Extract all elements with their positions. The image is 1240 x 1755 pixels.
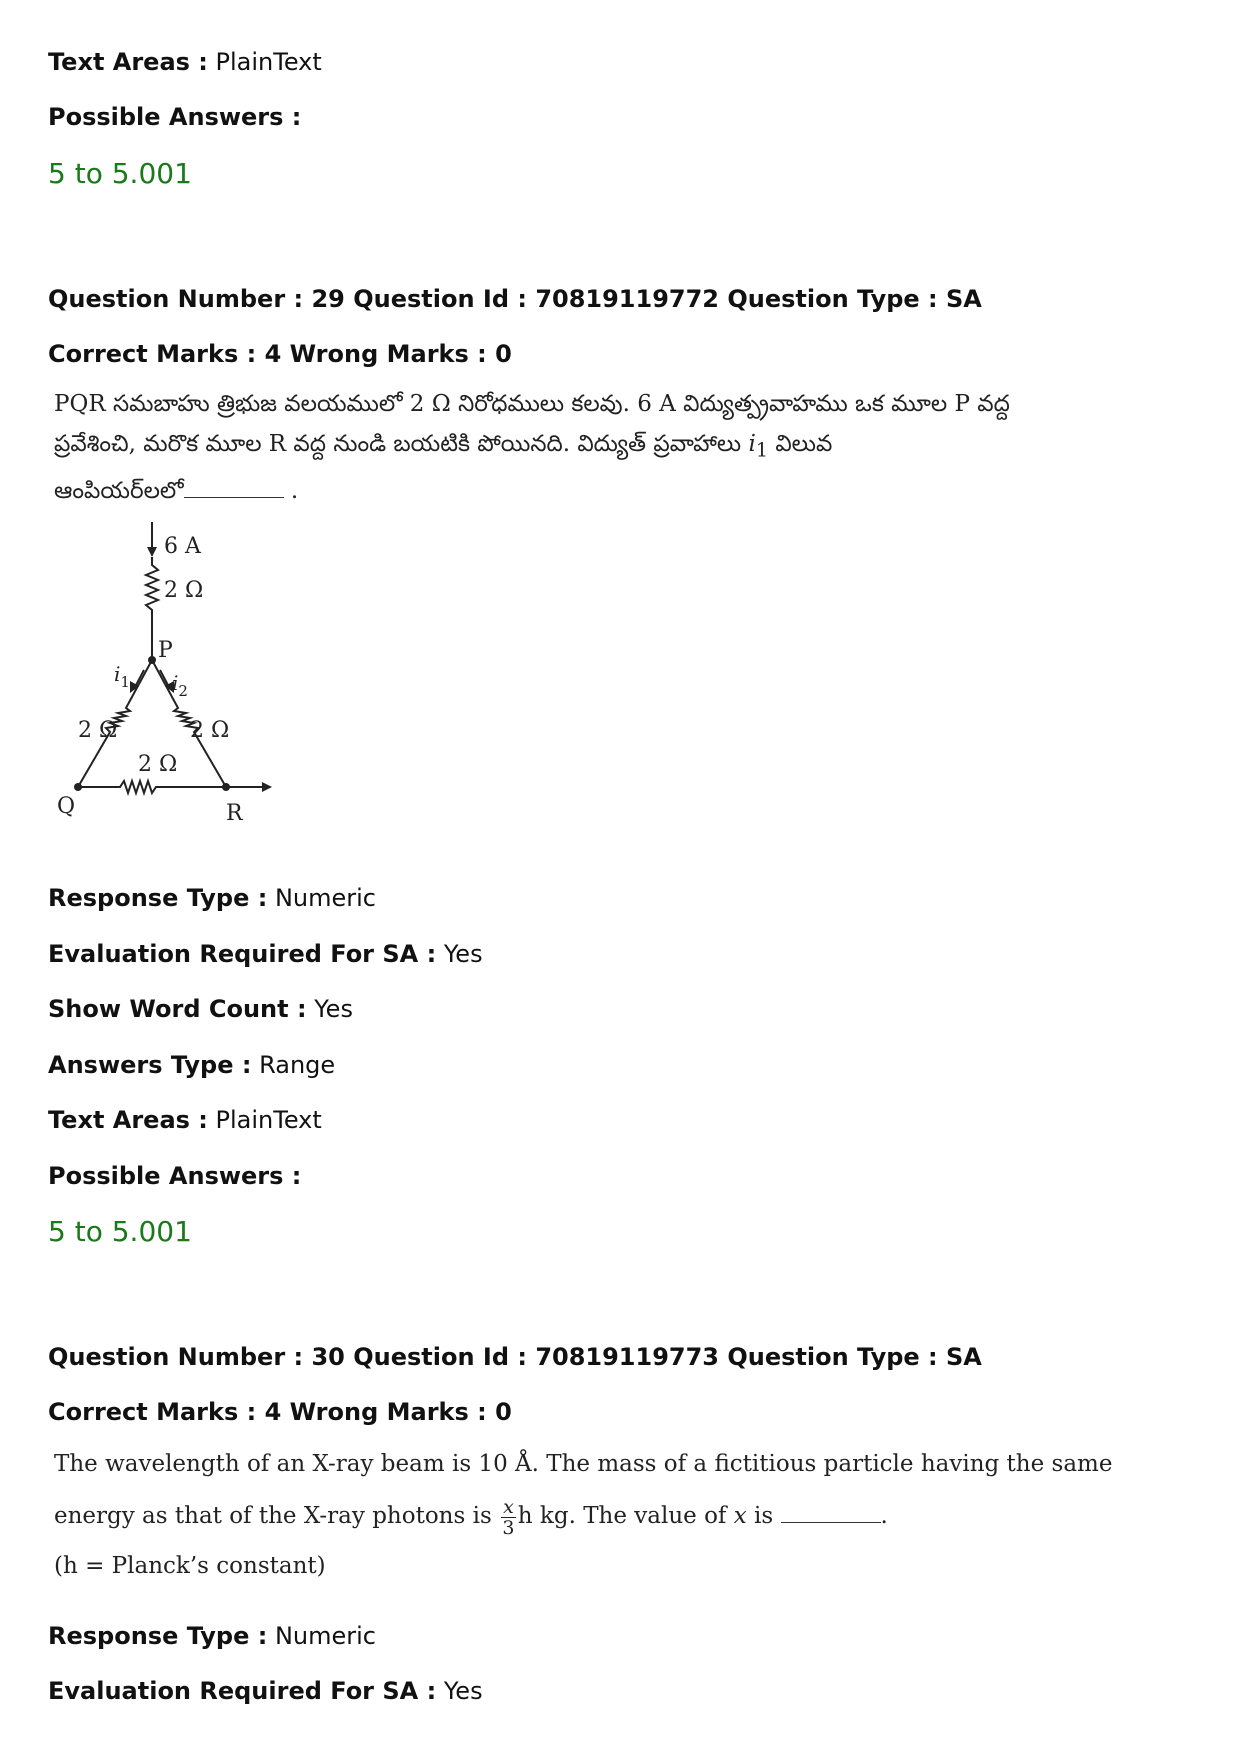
- text-areas-row: [48, 46, 322, 78]
- answer-blank: [781, 1504, 881, 1523]
- bottom-resistor: [78, 781, 226, 793]
- q29-eval-row: Evaluation Required For SA : Yes: [48, 940, 483, 968]
- q30-question-text: [54, 1440, 1113, 1588]
- node-r-label: R: [226, 801, 243, 826]
- text-areas-value: PlainText: [215, 48, 322, 76]
- q30-fraction: $\frac{x}{3}$: [502, 1495, 515, 1539]
- q29-marks: Correct Marks : 4 Wrong Marks : 0: [48, 340, 512, 368]
- q30-eval-row: Evaluation Required For SA : Yes: [48, 1677, 483, 1705]
- current-arrow-head: [147, 547, 157, 557]
- q30-response-type-row: Response Type : Numeric: [48, 1622, 376, 1650]
- q29-text-line1: PQR సమబాహు త్రిభుజ వలయములో 2 Ω నిరోధములు కలవు. 6 A విద్యుత్ప్రవాహము ఒక మూల P వద్ద: [54, 391, 1010, 417]
- possible-answers-label: Possible Answers :: [48, 103, 302, 131]
- q30-marks: Correct Marks : 4 Wrong Marks : 0: [48, 1398, 512, 1426]
- left-resistor-label: 2 Ω: [78, 718, 118, 743]
- q30-header: Question Number : 30 Question Id : 70819119773 Question Type : SA: [48, 1343, 982, 1371]
- node-r: [222, 783, 230, 791]
- node-q: [74, 783, 82, 791]
- i1-label: $i_1$: [114, 662, 130, 691]
- text-areas-label: Text Areas :: [48, 48, 208, 76]
- current-out-head: [262, 782, 272, 792]
- current-in-label: 6 A: [164, 534, 201, 559]
- q29-text-line3: ఆంపియర్‌లలో .: [54, 477, 299, 504]
- right-resistor-label: 2 Ω: [190, 718, 230, 743]
- node-p-label: P: [158, 638, 173, 663]
- q30-text-line3: (h = Planck’s constant): [54, 1553, 326, 1579]
- q29-response-type-row: Response Type : Numeric: [48, 884, 376, 912]
- q30-text-line2: energy as that of the X-ray photons is $\frac{x}{3}$ h kg. The value of x is .: [54, 1495, 888, 1539]
- top-resistor: [146, 557, 158, 660]
- q29-possible-answers-label: Possible Answers :: [48, 1162, 302, 1190]
- q29-question-text: [54, 384, 1010, 511]
- q29-circuit-diagram: [40, 515, 300, 860]
- answer-blank: [184, 479, 284, 498]
- q29-answers-type-row: Answers Type : Range: [48, 1051, 336, 1079]
- q29-text-areas-row: Text Areas : PlainText: [48, 1106, 322, 1134]
- i2-label: $i_2$: [172, 671, 188, 700]
- bottom-resistor-label: 2 Ω: [138, 752, 178, 777]
- q29-header: Question Number : 29 Question Id : 70819119772 Question Type : SA: [48, 285, 982, 313]
- q30-text-line1: The wavelength of an X-ray beam is 10 Å. The mass of a fictitious particle having the same: [54, 1451, 1113, 1477]
- possible-answer-value: 5 to 5.001: [48, 157, 192, 190]
- node-q-label: Q: [57, 794, 76, 819]
- q29-word-count-row: Show Word Count : Yes: [48, 995, 353, 1023]
- q29-var-i: i: [748, 431, 756, 457]
- q29-possible-answer-value: 5 to 5.001: [48, 1215, 192, 1248]
- top-resistor-label: 2 Ω: [164, 578, 204, 603]
- q29-text-line2: ప్రవేశించి, మరొక మూల R వద్ద నుండి బయటికి పోయినది. విద్యుత్ ప్రవాహాలు $i_1$ విలువ: [54, 431, 833, 462]
